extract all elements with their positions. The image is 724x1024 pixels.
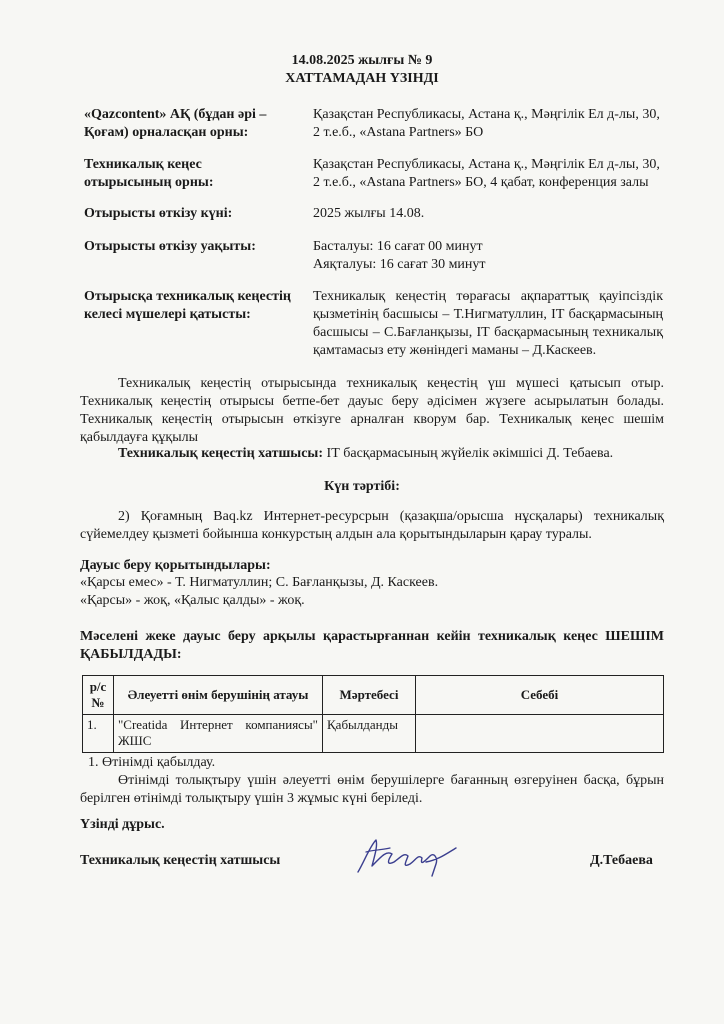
secretary-line bbox=[118, 445, 678, 463]
decision-table bbox=[82, 675, 664, 753]
info-label-time: Отырысты өткізу уақыты: bbox=[84, 239, 256, 254]
table-row bbox=[83, 715, 664, 753]
secretary-label: Техникалық кеңестің хатшысы: bbox=[118, 446, 324, 461]
info-label-date: Отырысты өткізу күні: bbox=[84, 206, 233, 221]
signature-role: Техникалық кеңестің хатшысы bbox=[80, 853, 281, 868]
info-value-date: 2025 жылғы 14.08. bbox=[313, 206, 425, 221]
cell-supplier: "Creatida Интернет компаниясы" ЖШС bbox=[114, 715, 323, 753]
info-value-meeting-place: Қазақстан Республикасы, Астана қ., Мәңгілік Ел д-лы, 30, 2 т.е.б., «Astana Partners» БО, 4 қабат, конференция залы bbox=[313, 157, 660, 190]
cell-number: 1. bbox=[83, 715, 114, 753]
document-header bbox=[0, 52, 724, 88]
col-header-status: Мәртебесі bbox=[323, 676, 416, 715]
decision-paragraph: Өтінімді толықтыру үшін әлеуетті өнім берушілерге бағанның өзгеруінен басқа, бұрын берілген өтінімді толықтыру үшін 3 жұмыс күні беріледі. bbox=[80, 773, 664, 806]
handwritten-signature-icon bbox=[352, 832, 462, 882]
info-value-attendees: Техникалық кеңестің төрағасы ақпараттық қауіпсіздік қызметінің басшысы – Т.Нигматуллин, ІТ басқармасының басшысы – С.Бағланқызы, ІТ басқармасының техникалық қамтамасыз ету жөніндегі маманы – Д.Каскеев. bbox=[313, 289, 663, 358]
voting-title: Дауыс беру қорытындылары: bbox=[80, 558, 271, 573]
decision-heading: Мәселені жеке дауыс беру арқылы қарастырғаннан кейін техникалық кеңес ШЕШІМ ҚАБЫЛДАДЫ: bbox=[80, 629, 664, 662]
quorum-paragraph: Техникалық кеңестің отырысында техникалық кеңестің үш мүшесі қатысып отыр. Техникалық кеңестің отырысы бетпе-бет дауыс беру әдісімен жүзеге асырылатын болады. Техникалық кеңестің отырысын өткізуге арналған кворум бар. Техникалық кеңес шешім қабылдауға құқылы bbox=[80, 376, 664, 445]
voting-for: «Қарсы емес» - Т. Нигматуллин; С. Бағланқызы, Д. Каскеев. bbox=[80, 575, 439, 590]
agenda-title: Күн тәртібі: bbox=[324, 479, 400, 494]
info-value-location: Қазақстан Республикасы, Астана қ., Мәңгілік Ел д-лы, 30, 2 т.е.б., «Astana Partners» БО bbox=[313, 107, 660, 140]
col-header-number: р/с № bbox=[83, 676, 114, 715]
voting-against: «Қарсы» - жоқ, «Қалыс қалды» - жоқ. bbox=[80, 593, 305, 608]
secretary-value: ІТ басқармасының жүйелік әкімшісі Д. Тебаева. bbox=[323, 446, 614, 461]
certified-true-copy: Үзінді дұрыс. bbox=[80, 817, 165, 832]
signature-name: Д.Тебаева bbox=[590, 853, 653, 868]
cell-status: Қабылданды bbox=[323, 715, 416, 753]
table-header-row bbox=[83, 676, 664, 715]
info-value-time: Басталуы: 16 сағат 00 минут Аяқталуы: 16 сағат 30 минут bbox=[313, 239, 486, 272]
col-header-supplier: Әлеуетті өнім берушінің атауы bbox=[114, 676, 323, 715]
cell-reason bbox=[416, 715, 664, 753]
header-title: ХАТТАМАДАН ҮЗІНДІ bbox=[285, 71, 439, 86]
agenda-item: 2) Қоғамның Baq.kz Интернет-ресурсрын (қазақша/орысша нұсқалары) техникалық сүйемелдеу қызметі бойынша конкурстың алдын ала қорытындыларын қарау туралы. bbox=[80, 509, 664, 542]
decision-item-1: 1. Өтінімді қабылдау. bbox=[88, 755, 216, 770]
info-label-attendees: Отырысқа техникалық кеңестің келесі мүшелері қатысты: bbox=[84, 289, 291, 322]
info-label-location: «Qazcontent» АҚ (бұдан әрі – Қоғам) орналасқан орны: bbox=[84, 107, 267, 140]
col-header-reason: Себебі bbox=[416, 676, 664, 715]
header-date-number: 14.08.2025 жылғы № 9 bbox=[291, 53, 433, 68]
info-label-meeting-place: Техникалық кеңес отырысының орны: bbox=[84, 157, 214, 190]
